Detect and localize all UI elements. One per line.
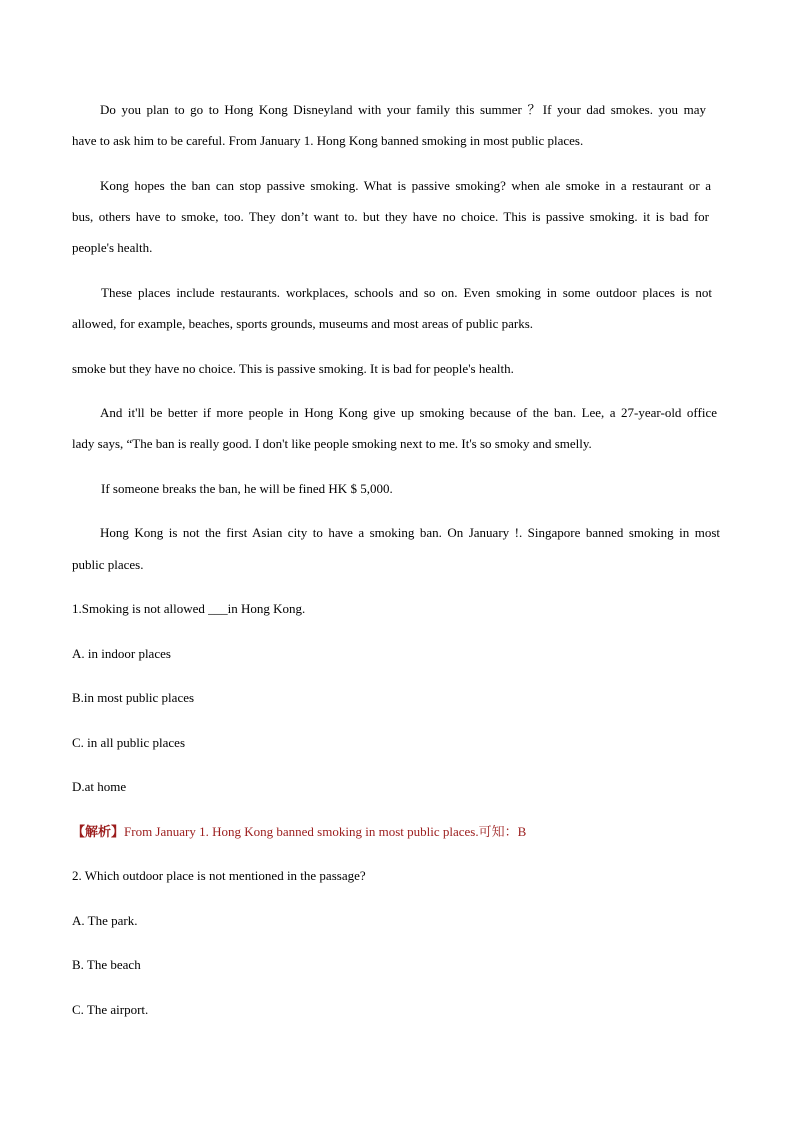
answer-option-c: C. The airport. [72,1002,149,1017]
passage-line: public places. [72,557,144,572]
passage-line: Hong Kong is not the first Asian city to have a smoking ban. On January !. Singapore banned smoking in most [100,525,720,540]
passage-line: smoke but they have no choice. This is passive smoking. It is bad for people's health. [72,361,514,376]
answer-option-b: B.in most public places [72,690,195,705]
question-stem: 2. Which outdoor place is not mentioned in the passage? [72,868,366,883]
passage-line: have to ask him to be careful. From January 1. Hong Kong banned smoking in most public places. [72,133,584,148]
passage-line: Kong hopes the ban can stop passive smoking. What is passive smoking? when ale smoke in a restaurant or a [100,178,711,193]
passage-line: If someone breaks the ban, he will be fined HK $ 5,000. [101,481,393,496]
passage-line: allowed, for example, beaches, sports grounds, museums and most areas of public parks. [72,316,534,331]
answer-analysis [72,823,526,841]
question-stem: 1.Smoking is not allowed ___in Hong Kong. [72,601,306,616]
answer-option-a: A. in indoor places [72,646,171,661]
passage-line: lady says, “The ban is really good. I don't like people smoking next to me. It's so smoky and smelly. [72,436,592,451]
passage-line: And it'll be better if more people in Hong Kong give up smoking because of the ban. Lee, a 27-year-old office [100,405,717,420]
passage-line: These places include restaurants. workplaces, schools and so on. Even smoking in some outdoor places is not [101,285,712,300]
analysis-text: From January 1. Hong Kong banned smoking in most public places.可知：B [124,824,527,839]
answer-option-a: A. The park. [72,913,138,928]
analysis-tag: 【解析】 [72,824,125,839]
passage-line: bus, others have to smoke, too. They don’t want to. but they have no choice. This is passive smoking. it is bad for [72,209,709,224]
passage-line: Do you plan to go to Hong Kong Disneyland with your family this summer ？If your dad smokes. you may [100,102,706,117]
answer-option-c: C. in all public places [72,735,186,750]
passage-line: people's health. [72,240,153,255]
answer-option-b: B. The beach [72,957,141,972]
answer-option-d: D.at home [72,779,127,794]
